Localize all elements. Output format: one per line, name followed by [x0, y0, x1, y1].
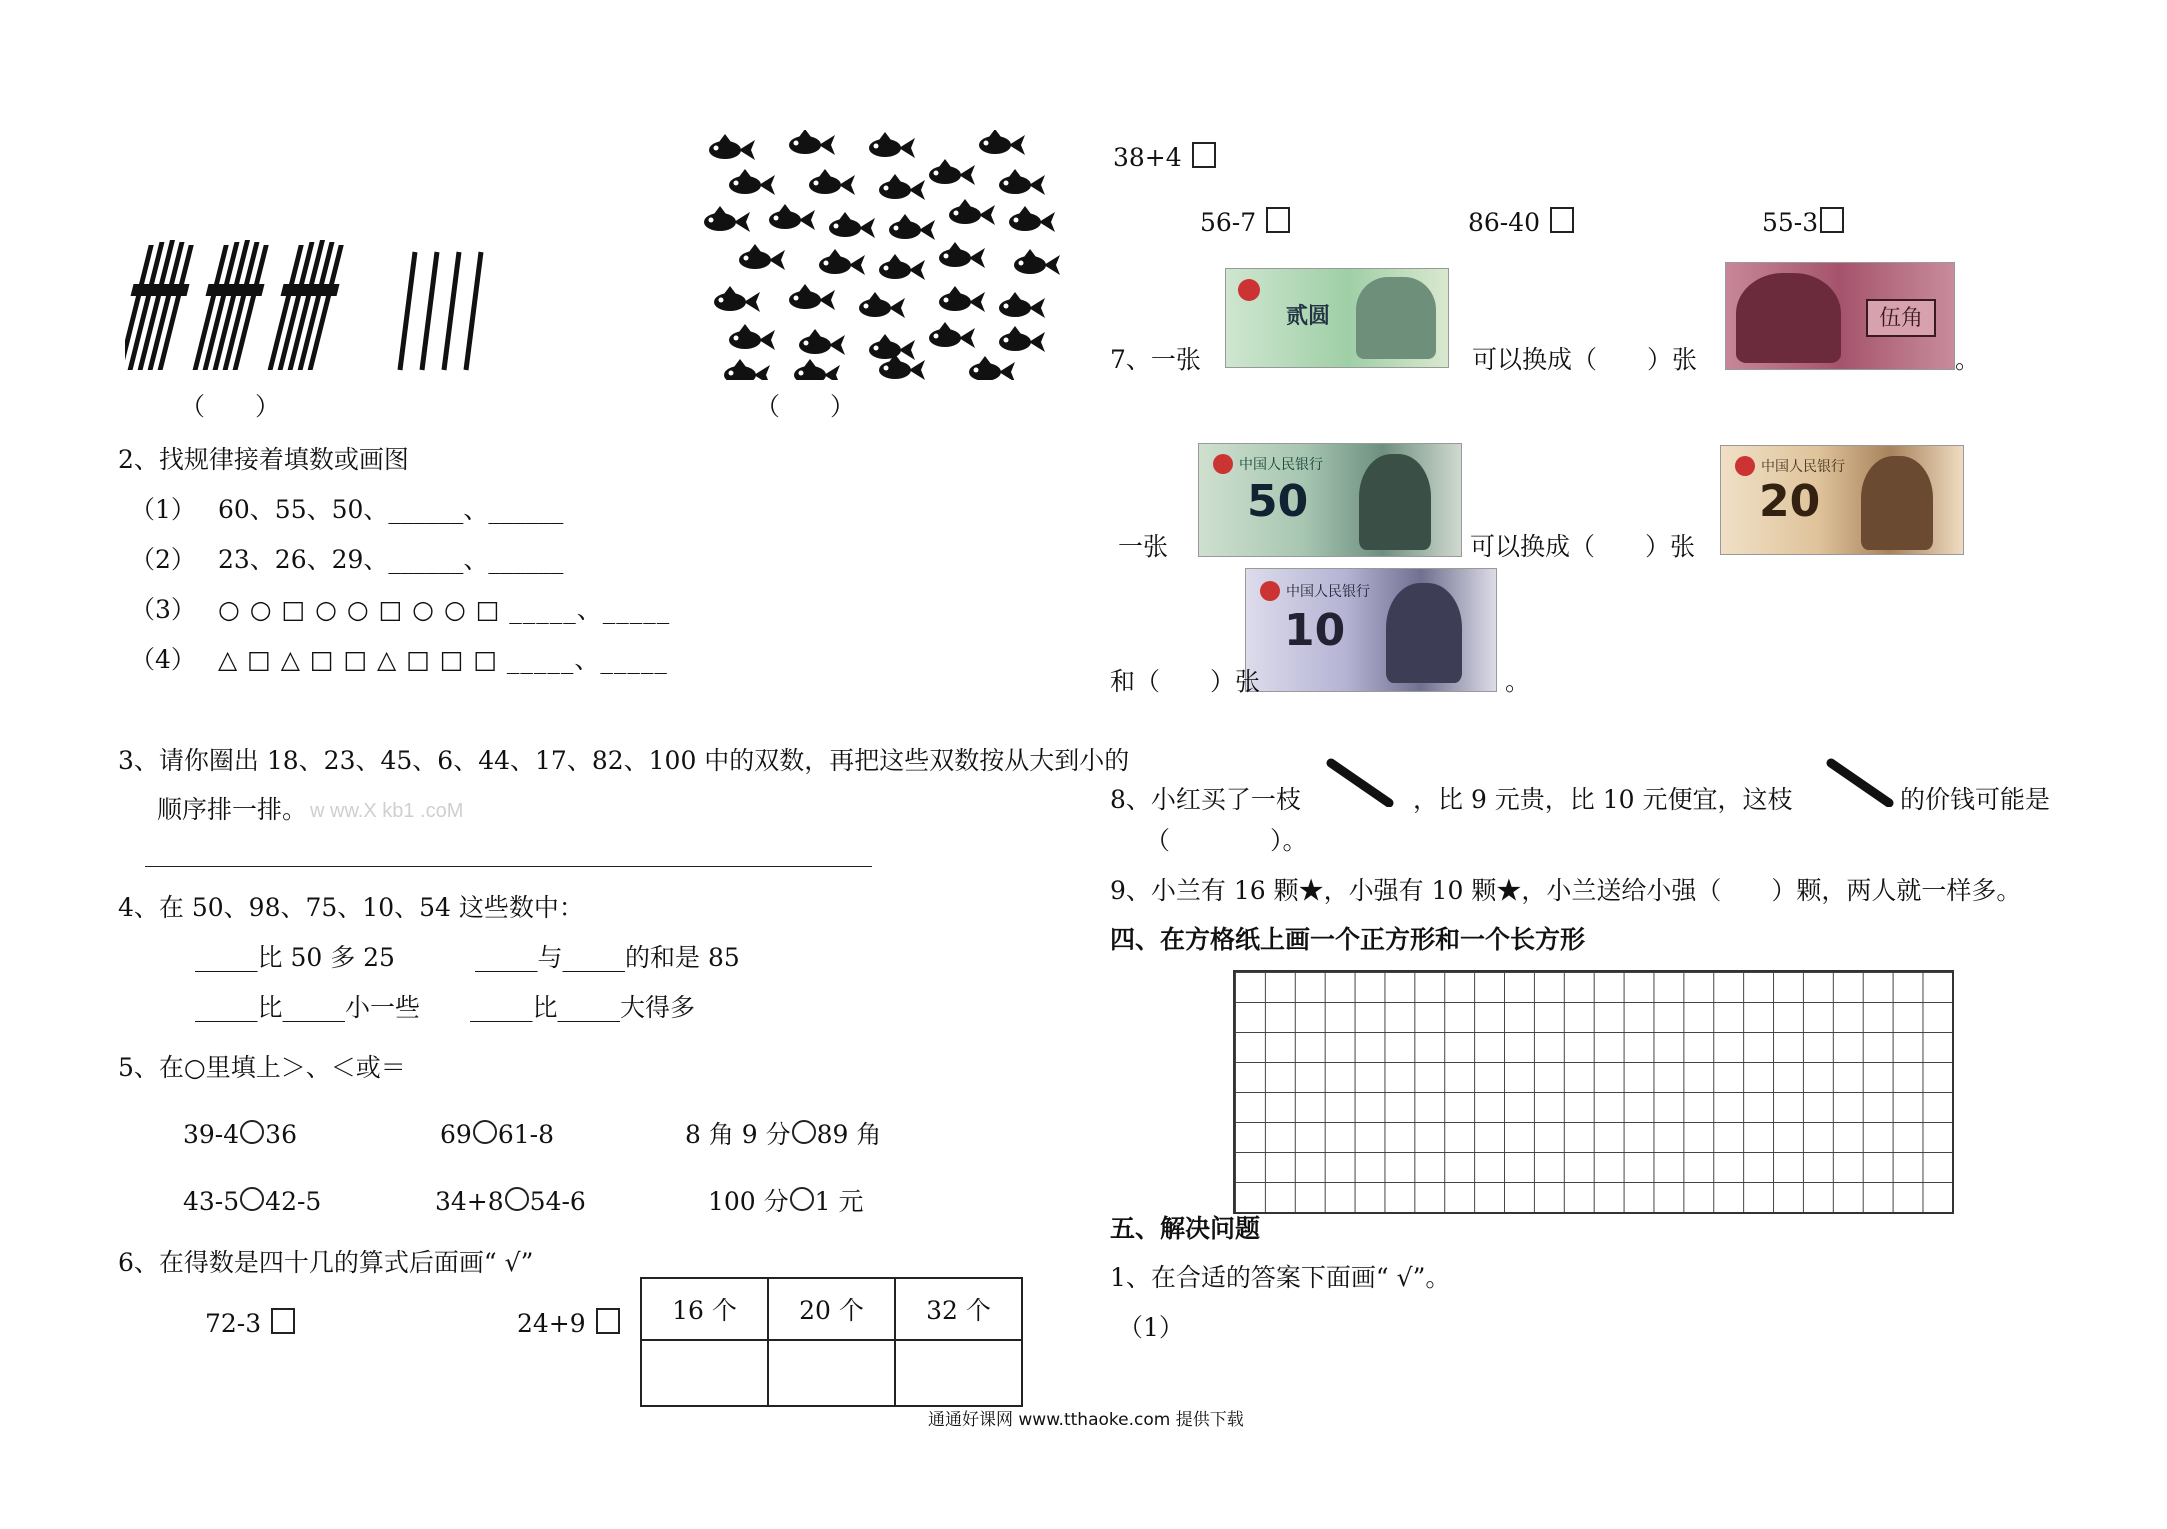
section-4-title: 四、在方格纸上画一个正方形和一个长方形 — [1110, 925, 1586, 954]
q6-expr: 72-3 — [205, 1308, 295, 1339]
compare-circle[interactable] — [473, 1120, 497, 1144]
answer-header: 20 个 — [768, 1278, 895, 1340]
q7-exchange-blank[interactable]: 可以换成（ ）张 — [1470, 532, 1696, 561]
q8-text-3: 的价钱可能是 — [1900, 785, 2051, 814]
banknote-50-yuan: 中国人民银行 50 — [1198, 443, 1462, 557]
q8-text-1: 8、小红买了一枝 — [1110, 785, 1301, 814]
pen-icon — [1325, 757, 1395, 807]
pen-icon — [1825, 757, 1895, 807]
q2-row-seq[interactable]: ○ ○ □ ○ ○ □ ○ ○ □ _____、_____ — [218, 595, 671, 624]
q6-expr: 86-40 — [1468, 207, 1574, 238]
q7-period: 。 — [1505, 667, 1531, 696]
q6-expr: 38+4 — [1113, 142, 1216, 173]
q7-period: 。 — [1955, 345, 1981, 374]
q6-expr: 56-7 — [1200, 207, 1290, 238]
q6-expr: 55-3 — [1762, 207, 1844, 238]
q5-compare-item: 39-4 36 — [183, 1120, 297, 1149]
q2-row-num: （1） — [130, 495, 196, 524]
q2-title: 2、找规律接着填数或画图 — [118, 445, 409, 474]
check-box[interactable] — [1192, 142, 1216, 168]
q7-text-1: 7、一张 — [1110, 345, 1201, 374]
q5-compare-item: 8 角 9 分 89 角 — [685, 1120, 882, 1149]
q8-answer-blank[interactable]: （ ）。 — [1145, 826, 1308, 855]
banknote-20-yuan: 中国人民银行 20 — [1720, 445, 1964, 555]
q2-row-num: （2） — [130, 545, 196, 574]
compare-circle[interactable] — [505, 1187, 529, 1211]
q5-title: 5、在○里填上＞、＜或＝ — [118, 1053, 406, 1082]
check-box[interactable] — [1820, 207, 1844, 233]
answer-cell[interactable] — [895, 1340, 1022, 1406]
compare-circle[interactable] — [790, 1187, 814, 1211]
q5-compare-item: 100 分 1 元 — [708, 1187, 864, 1216]
q5-compare-item: 69 61-8 — [440, 1120, 554, 1149]
q8-text-2: ，比 9 元贵，比 10 元便宜，这枝 — [1413, 785, 1793, 814]
banknote-5-jiao: 伍角 — [1725, 262, 1955, 370]
stick-bundles-image — [125, 230, 505, 375]
q7-text-2: 一张 — [1118, 532, 1169, 561]
q6-title: 6、在得数是四十几的算式后面画“ √” — [118, 1248, 534, 1277]
check-box[interactable] — [1550, 207, 1574, 233]
banknote-10-yuan: 中国人民银行 10 — [1245, 568, 1497, 692]
q5-compare-item: 43-5 42-5 — [183, 1187, 322, 1216]
q2-row-num: （4） — [130, 645, 196, 674]
answer-cell[interactable] — [641, 1340, 768, 1406]
q4-item-c[interactable]: _____比_____小一些 — [195, 993, 421, 1022]
q3-answer-line[interactable] — [145, 866, 872, 867]
answer-table — [640, 1277, 1023, 1407]
count-blank-fish[interactable]: （ ） — [755, 392, 856, 421]
check-box[interactable] — [1266, 207, 1290, 233]
answer-cell[interactable] — [768, 1340, 895, 1406]
q2-row-seq[interactable]: 23、26、29、______、______ — [218, 545, 564, 574]
q5-compare-item: 34+8 54-6 — [435, 1187, 586, 1216]
sec5-q1: 1、在合适的答案下面画“ √”。 — [1110, 1263, 1451, 1292]
q6-expr: 24+9 — [517, 1308, 620, 1339]
compare-circle[interactable] — [792, 1120, 816, 1144]
answer-header: 16 个 — [641, 1278, 768, 1340]
answer-header: 32 个 — [895, 1278, 1022, 1340]
goldfish-image — [695, 130, 1065, 380]
compare-circle[interactable] — [240, 1120, 264, 1144]
q3-line2: 顺序排一排。 — [157, 795, 308, 824]
sec5-q1-1: （1） — [1118, 1313, 1184, 1342]
q4-item-d[interactable]: _____比_____大得多 — [470, 993, 696, 1022]
q2-row-seq[interactable]: △ □ △ □ □ △ □ □ □ _____、_____ — [218, 645, 668, 674]
q3-line1: 3、请你圈出 18、23、45、6、44、17、82、100 中的双数，再把这些双数按从大到小的 — [118, 746, 1130, 775]
section-5-title: 五、解决问题 — [1110, 1214, 1261, 1243]
count-blank-sticks[interactable]: （ ） — [180, 392, 281, 421]
q4-item-a[interactable]: _____比 50 多 25 — [195, 943, 395, 972]
check-box[interactable] — [271, 1308, 295, 1334]
check-box[interactable] — [596, 1308, 620, 1334]
q4-title: 4、在 50、98、75、10、54 这些数中： — [118, 893, 584, 922]
q2-row-seq[interactable]: 60、55、50、______、______ — [218, 495, 564, 524]
compare-circle[interactable] — [240, 1187, 264, 1211]
footer-credit: 通通好课网 www.tthaoke.com 提供下载 — [928, 1410, 1244, 1430]
q7-exchange-blank[interactable]: 可以换成（ ）张 — [1472, 345, 1698, 374]
watermark: w ww.X kb1 .coM — [310, 800, 464, 822]
q7-text-3[interactable]: 和（ ）张 — [1110, 667, 1261, 696]
drawing-grid[interactable] — [1233, 970, 1954, 1214]
q9-text[interactable]: 9、小兰有 16 颗★，小强有 10 颗★，小兰送给小强（ ）颗，两人就一样多。 — [1110, 876, 2022, 905]
banknote-2-yuan: 贰圆 — [1225, 268, 1449, 368]
q4-item-b[interactable]: _____与_____的和是 85 — [475, 943, 740, 972]
q2-row-num: （3） — [130, 595, 196, 624]
